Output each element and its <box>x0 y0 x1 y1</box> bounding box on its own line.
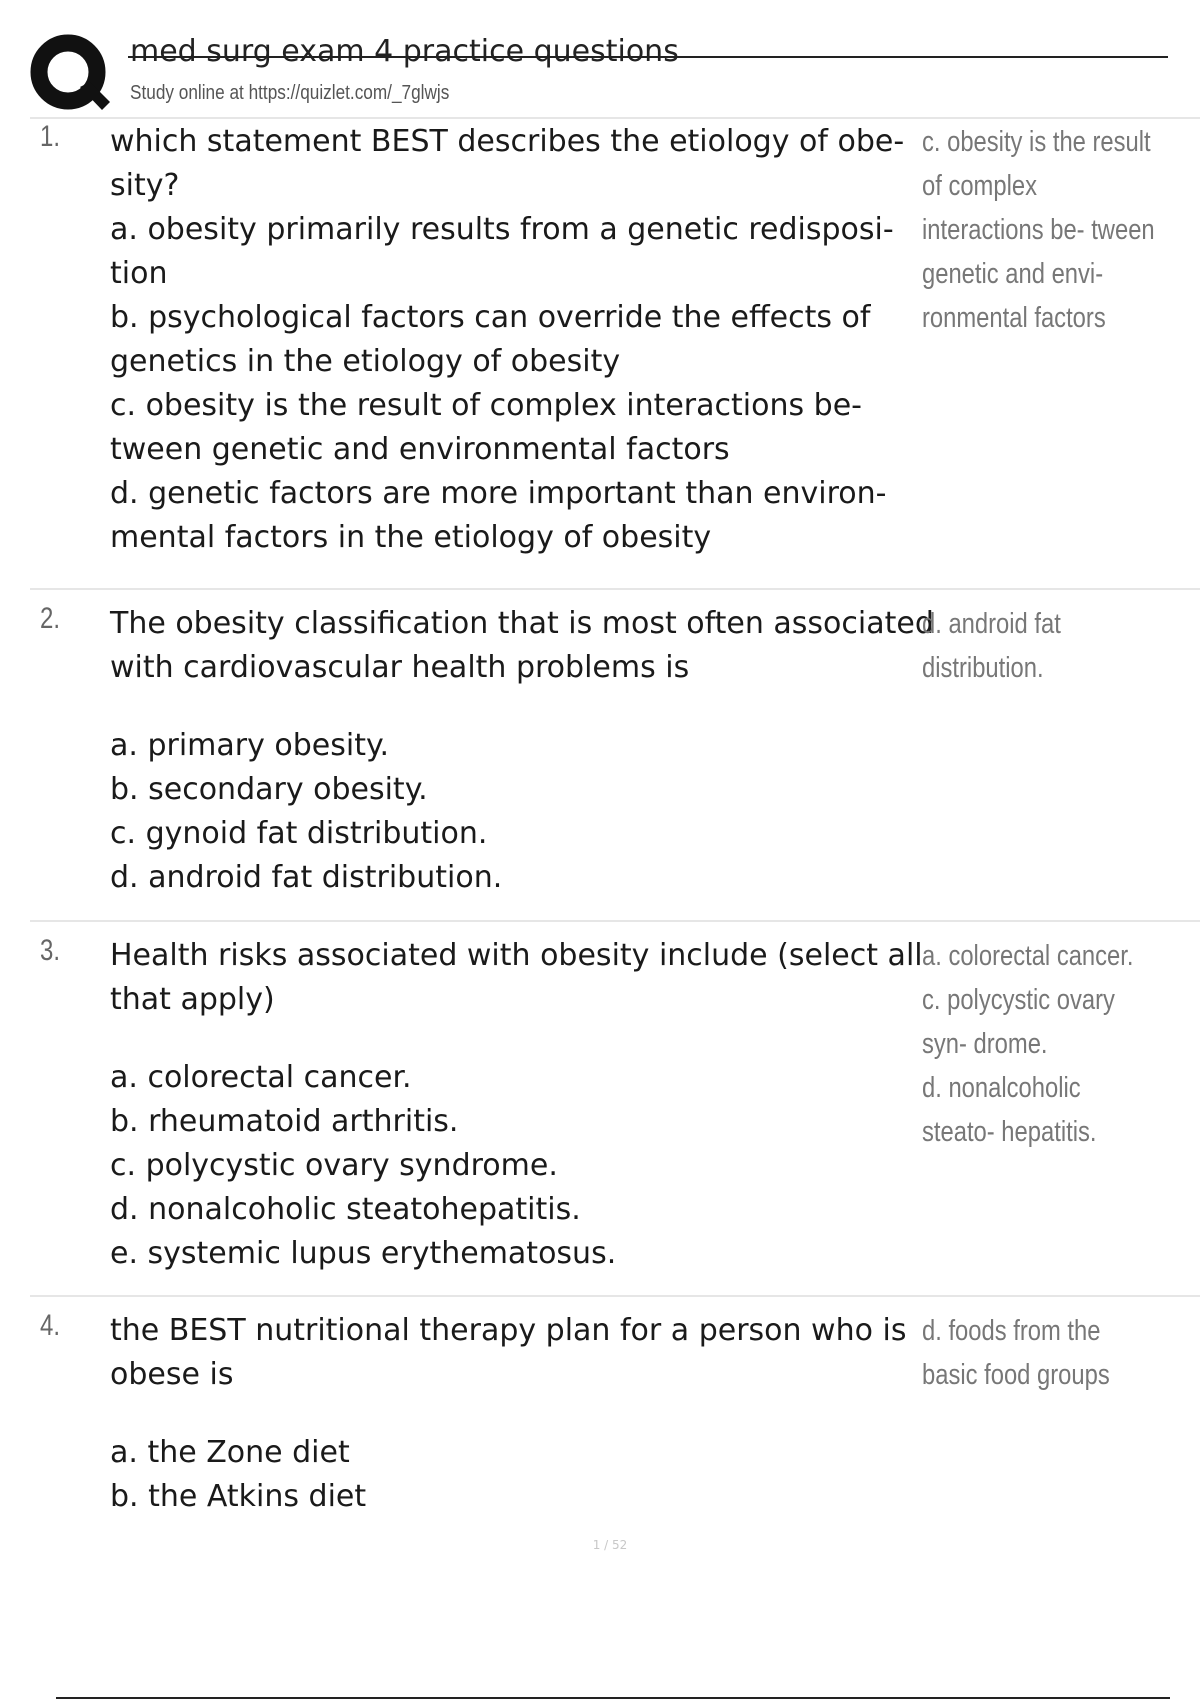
question-body <box>110 602 945 900</box>
study-online-link[interactable]: Study online at https://quizlet.com/_7glwjs <box>130 82 450 104</box>
option-c: c. gynoid fat distribution. <box>110 816 488 851</box>
option-d: d. android fat distribution. <box>110 860 503 895</box>
quizlet-q-logo-icon <box>30 32 112 114</box>
question-body <box>110 934 945 1276</box>
question-stem: which statement BEST describes the etiology of obe- sity? <box>110 124 905 203</box>
document-header <box>30 32 1200 118</box>
question-number: 4. <box>40 1309 61 1342</box>
option-d: d. genetic factors are more important than environ- mental factors in the etiology of obesity <box>110 476 887 555</box>
question-number: 2. <box>40 602 61 635</box>
answer-line: a. colorectal cancer. <box>922 940 1134 972</box>
question-number: 1. <box>40 120 61 153</box>
question-number: 3. <box>40 934 61 967</box>
footer-divider <box>56 1697 1170 1699</box>
header-divider <box>30 117 1200 119</box>
option-e: e. systemic lupus erythematosus. <box>110 1236 617 1271</box>
question-divider <box>30 1295 1200 1297</box>
option-a: a. primary obesity. <box>110 728 389 763</box>
question-divider <box>30 920 1200 922</box>
answer-line: c. obesity is the result of complex interactions be- tween genetic and envi- ronmental factors <box>922 126 1155 334</box>
answer <box>922 120 1160 340</box>
question-body <box>110 120 945 560</box>
question-stem: the BEST nutritional therapy plan for a person who is obese is <box>110 1313 907 1392</box>
question-divider <box>30 588 1200 590</box>
answer-line: d. foods from the basic food groups <box>922 1315 1110 1391</box>
option-b: b. rheumatoid arthritis. <box>110 1104 459 1139</box>
page-number: 1 / 52 <box>592 1538 628 1552</box>
answer-line: d. nonalcoholic steato- hepatitis. <box>922 1072 1097 1148</box>
question-stem: The obesity classification that is most often associated with cardiovascular health problems is <box>110 606 934 685</box>
option-c: c. polycystic ovary syndrome. <box>110 1148 558 1183</box>
document-title: med surg exam 4 practice questions <box>130 34 679 69</box>
option-d: d. nonalcoholic steatohepatitis. <box>110 1192 581 1227</box>
answer <box>922 934 1160 1154</box>
answer <box>922 602 1160 690</box>
question-body <box>110 1309 945 1519</box>
option-b: b. the Atkins diet <box>110 1479 367 1514</box>
answer-line: c. polycystic ovary syn- drome. <box>922 984 1115 1060</box>
option-b: b. psychological factors can override the effects of genetics in the etiology of obesity <box>110 300 871 379</box>
option-b: b. secondary obesity. <box>110 772 428 807</box>
option-a: a. obesity primarily results from a genetic redisposi- tion <box>110 212 894 291</box>
option-c: c. obesity is the result of complex interactions be- tween genetic and environmental factors <box>110 388 862 467</box>
option-a: a. colorectal cancer. <box>110 1060 412 1095</box>
answer <box>922 1309 1160 1397</box>
question-stem: Health risks associated with obesity include (select all that apply) <box>110 938 923 1017</box>
answer-line: d. android fat distribution. <box>922 608 1061 684</box>
option-a: a. the Zone diet <box>110 1435 350 1470</box>
